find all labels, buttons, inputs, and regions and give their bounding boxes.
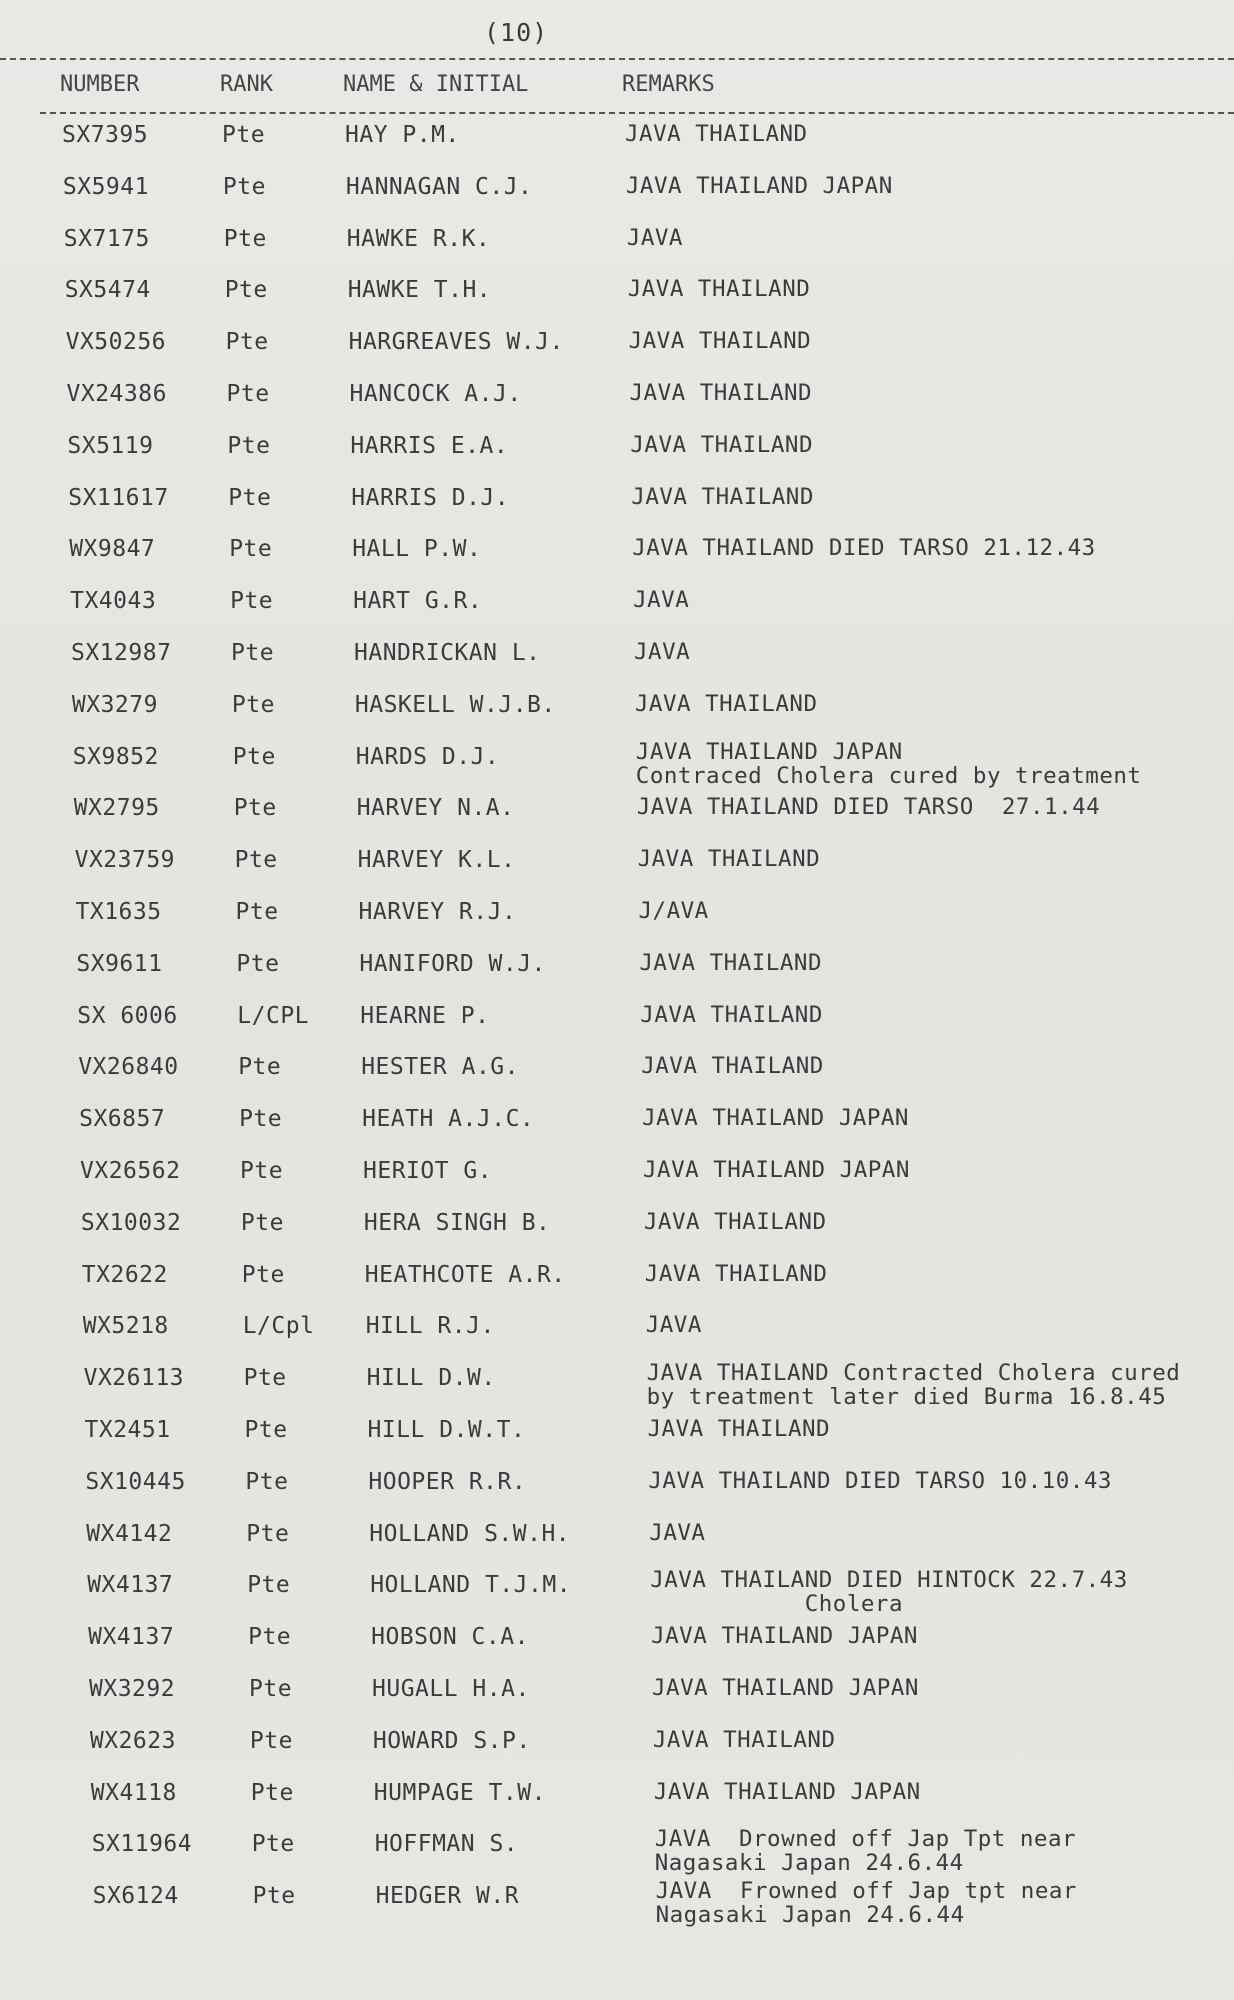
table-row — [0, 381, 1234, 433]
row-number: VX23759 — [74, 847, 176, 874]
row-number: SX9852 — [72, 743, 159, 770]
row-rank: Pte — [235, 899, 279, 925]
row-name: HARVEY R.J. — [358, 899, 517, 925]
table-row — [0, 899, 1234, 951]
row-name: HAWKE T.H. — [347, 277, 492, 304]
table-row — [0, 1521, 1234, 1573]
table-row — [0, 329, 1234, 381]
row-remarks: JAVA THAILAND JAPAN Contraced Cholera cured by treatment — [635, 738, 1142, 789]
row-name: HANIFORD W.J. — [359, 950, 546, 977]
table-row — [0, 1054, 1234, 1106]
row-rank: Pte — [233, 795, 277, 822]
row-name: HART G.R. — [353, 588, 483, 615]
row-remarks: JAVA THAILAND — [647, 1416, 831, 1442]
row-remarks: JAVA THAILAND JAPAN — [653, 1778, 921, 1805]
row-remarks: JAVA — [649, 1519, 706, 1546]
table-row — [0, 1003, 1234, 1055]
row-remarks: JAVA THAILAND — [652, 1726, 836, 1753]
row-rank: Pte — [240, 1209, 284, 1236]
table-row — [0, 795, 1234, 847]
row-rank: Pte — [238, 1054, 282, 1081]
row-name: HOOPER R.R. — [368, 1468, 527, 1495]
table-row — [0, 1676, 1234, 1728]
row-rank: Pte — [249, 1727, 293, 1754]
row-name: HARRIS D.J. — [351, 484, 510, 511]
table-row — [0, 1360, 1234, 1417]
row-rank: Pte — [225, 329, 269, 356]
row-name: HARVEY K.L. — [357, 847, 516, 874]
row-name: HANCOCK A.J. — [349, 381, 522, 407]
row-rank: Pte — [232, 743, 276, 770]
row-name: HEATHCOTE A.R. — [364, 1261, 566, 1288]
row-number: SX12987 — [71, 640, 172, 666]
row-number: VX26840 — [78, 1054, 179, 1081]
row-remarks: JAVA — [626, 224, 683, 251]
table-row — [0, 226, 1234, 278]
row-rank: Pte — [229, 536, 273, 563]
row-name: HARDS D.J. — [355, 743, 500, 770]
row-remarks: JAVA THAILAND — [630, 431, 813, 458]
table-row — [0, 1313, 1234, 1365]
row-remarks: J/AVA — [638, 898, 709, 924]
row-rank: Pte — [243, 1365, 287, 1392]
row-remarks: JAVA THAILAND — [637, 846, 821, 873]
row-number: VX24386 — [66, 381, 167, 407]
row-number: SX11964 — [91, 1831, 193, 1858]
row-rank: L/Cpl — [242, 1313, 315, 1340]
row-rank: Pte — [252, 1883, 296, 1910]
row-rank: Pte — [240, 1158, 284, 1184]
row-rank: L/CPL — [237, 1002, 310, 1029]
row-remarks: JAVA THAILAND — [629, 380, 813, 406]
row-rank: Pte — [234, 847, 278, 874]
row-number: WX5218 — [82, 1313, 169, 1340]
table-row — [0, 1826, 1234, 1883]
header-bottom-divider — [40, 112, 1234, 114]
row-rank: Pte — [250, 1779, 294, 1806]
row-remarks: JAVA THAILAND — [643, 1208, 827, 1235]
row-number: TX2622 — [81, 1261, 168, 1288]
row-number: WX4137 — [88, 1624, 175, 1651]
row-remarks: JAVA THAILAND Contracted Cholera cured by treatment later died Burma 16.8.45 — [646, 1360, 1181, 1411]
row-number: SX 6006 — [77, 1002, 178, 1029]
row-rank: Pte — [224, 277, 268, 304]
row-number: TX1635 — [75, 899, 162, 925]
table-row — [0, 847, 1234, 899]
table-row — [0, 1878, 1234, 1935]
table-row — [0, 1106, 1234, 1158]
row-number: WX4137 — [87, 1572, 174, 1599]
row-rank: Pte — [248, 1624, 292, 1651]
row-remarks: JAVA THAILAND — [641, 1053, 824, 1080]
table-row — [0, 1158, 1234, 1210]
table-row — [0, 1262, 1234, 1314]
row-name: HERIOT G. — [363, 1158, 493, 1184]
row-rank: Pte — [230, 588, 274, 615]
row-number: SX7175 — [63, 225, 150, 252]
row-rank: Pte — [226, 381, 270, 407]
row-name: HALL P.W. — [352, 536, 482, 563]
row-number: SX6124 — [92, 1883, 179, 1910]
table-row — [0, 588, 1234, 640]
row-rank: Pte — [249, 1676, 293, 1702]
row-remarks: JAVA THAILAND JAPAN — [652, 1675, 919, 1701]
row-number: WX9847 — [69, 536, 156, 563]
row-remarks: JAVA THAILAND — [625, 121, 808, 147]
table-row — [0, 1728, 1234, 1780]
row-remarks: JAVA — [634, 639, 691, 665]
row-remarks: JAVA THAILAND DIED TARSO 27.1.44 — [636, 794, 1101, 821]
row-remarks: JAVA THAILAND JAPAN — [651, 1623, 918, 1650]
row-rank: Pte — [244, 1417, 288, 1443]
row-remarks: JAVA Drowned off Jap Tpt near Nagasaki Japan 24.6.44 — [654, 1826, 1077, 1877]
header-top-divider — [0, 58, 1234, 60]
row-name: HAY P.M. — [345, 122, 460, 148]
row-number: TX2451 — [84, 1417, 171, 1443]
row-name: HARGREAVES W.J. — [348, 329, 564, 356]
row-number: SX5941 — [62, 173, 149, 200]
table-row — [0, 640, 1234, 692]
row-rank: Pte — [241, 1261, 285, 1288]
row-number: SX6857 — [79, 1106, 166, 1133]
row-number: VX50256 — [65, 329, 167, 356]
row-number: WX2623 — [89, 1727, 176, 1754]
row-remarks: JAVA THAILAND — [634, 690, 818, 717]
row-name: HEATH A.J.C. — [362, 1106, 535, 1133]
row-name: HANNAGAN C.J. — [345, 173, 533, 200]
column-header-name: NAME & INITIAL — [343, 72, 529, 97]
row-rank: Pte — [245, 1468, 289, 1495]
row-remarks: JAVA THAILAND — [631, 483, 814, 510]
row-name: HEARNE P. — [360, 1002, 490, 1029]
page-number: (10) — [484, 18, 549, 47]
table-row — [0, 485, 1234, 537]
row-number: TX4043 — [70, 588, 157, 615]
row-remarks: JAVA THAILAND — [628, 328, 812, 355]
row-remarks: JAVA THAILAND JAPAN — [643, 1157, 910, 1183]
row-name: HERA SINGH B. — [363, 1209, 551, 1236]
row-rank: Pte — [227, 432, 271, 459]
row-number: SX9611 — [76, 950, 163, 977]
row-name: HEDGER W.R — [375, 1883, 520, 1910]
row-name: HARVEY N.A. — [356, 795, 515, 822]
row-name: HOFFMAN S. — [374, 1831, 519, 1858]
row-rank: Pte — [247, 1572, 291, 1599]
row-remarks: JAVA THAILAND JAPAN — [625, 172, 893, 199]
row-remarks: JAVA — [633, 587, 690, 614]
row-remarks: JAVA THAILAND — [627, 276, 811, 303]
row-remarks: JAVA THAILAND DIED TARSO 10.10.43 — [648, 1467, 1112, 1494]
row-number: SX5474 — [64, 277, 151, 304]
row-rank: Pte — [246, 1520, 290, 1547]
table-row — [0, 1780, 1234, 1832]
row-number: SX5119 — [67, 432, 154, 459]
column-header-remarks: REMARKS — [622, 72, 715, 97]
row-name: HILL D.W. — [366, 1365, 496, 1392]
row-number: WX3292 — [89, 1676, 176, 1702]
row-rank: Pte — [228, 484, 272, 511]
row-remarks: JAVA THAILAND DIED HINTOCK 22.7.43 Cholera — [650, 1567, 1128, 1618]
row-rank: Pte — [239, 1106, 283, 1133]
table-row — [0, 1624, 1234, 1676]
row-number: SX10445 — [85, 1468, 186, 1495]
row-remarks: JAVA THAILAND — [640, 1001, 823, 1028]
row-remarks: JAVA THAILAND — [644, 1260, 828, 1287]
row-rank: Pte — [236, 950, 280, 977]
row-name: HUGALL H.A. — [372, 1676, 530, 1702]
table-row — [0, 738, 1234, 796]
column-header-number: NUMBER — [60, 72, 140, 97]
table-row — [0, 277, 1234, 329]
table-row — [0, 1469, 1234, 1521]
column-header-rank: RANK — [220, 72, 273, 97]
row-number: VX26562 — [80, 1158, 181, 1184]
row-rank: Pte — [231, 691, 275, 718]
row-rank: Pte — [222, 173, 266, 200]
table-row — [0, 122, 1234, 174]
row-number: VX26113 — [83, 1365, 185, 1392]
row-name: HOBSON C.A. — [371, 1624, 529, 1651]
row-remarks: JAVA THAILAND JAPAN — [642, 1105, 909, 1132]
table-row — [0, 536, 1234, 588]
row-name: HUMPAGE T.W. — [373, 1779, 546, 1806]
row-rank: Pte — [231, 640, 275, 666]
table-row — [0, 692, 1234, 744]
row-rank: Pte — [251, 1831, 295, 1858]
row-number: WX4142 — [86, 1520, 173, 1547]
table-row — [0, 174, 1234, 226]
row-name: HESTER A.G. — [361, 1054, 520, 1081]
row-remarks: JAVA — [645, 1312, 702, 1339]
row-remarks: JAVA Frowned off Jap tpt near Nagasaki Japan 24.6.44 — [655, 1878, 1077, 1929]
row-name: HARRIS E.A. — [350, 432, 509, 459]
row-name: HASKELL W.J.B. — [354, 691, 556, 718]
table-row — [0, 951, 1234, 1003]
row-number: SX7395 — [62, 122, 149, 148]
row-number: SX10032 — [80, 1209, 182, 1236]
row-number: WX4118 — [90, 1779, 177, 1806]
row-rank: Pte — [223, 225, 267, 252]
row-number: WX3279 — [71, 691, 158, 718]
row-name: HILL R.J. — [365, 1313, 495, 1340]
row-name: HOLLAND T.J.M. — [370, 1572, 572, 1599]
row-rank: Pte — [222, 122, 266, 148]
row-name: HILL D.W.T. — [367, 1417, 526, 1443]
row-number: WX2795 — [73, 795, 160, 822]
table-row — [0, 1567, 1234, 1624]
row-name: HANDRICKAN L. — [354, 640, 541, 666]
row-remarks: JAVA THAILAND DIED TARSO 21.12.43 — [632, 535, 1096, 562]
row-name: HOLLAND S.W.H. — [369, 1520, 571, 1547]
table-row — [0, 1210, 1234, 1262]
row-name: HOWARD S.P. — [372, 1727, 531, 1754]
row-name: HAWKE R.K. — [346, 225, 491, 252]
row-remarks: JAVA THAILAND — [639, 949, 822, 976]
table-row — [0, 433, 1234, 485]
row-number: SX11617 — [68, 484, 169, 511]
table-row — [0, 1417, 1234, 1469]
